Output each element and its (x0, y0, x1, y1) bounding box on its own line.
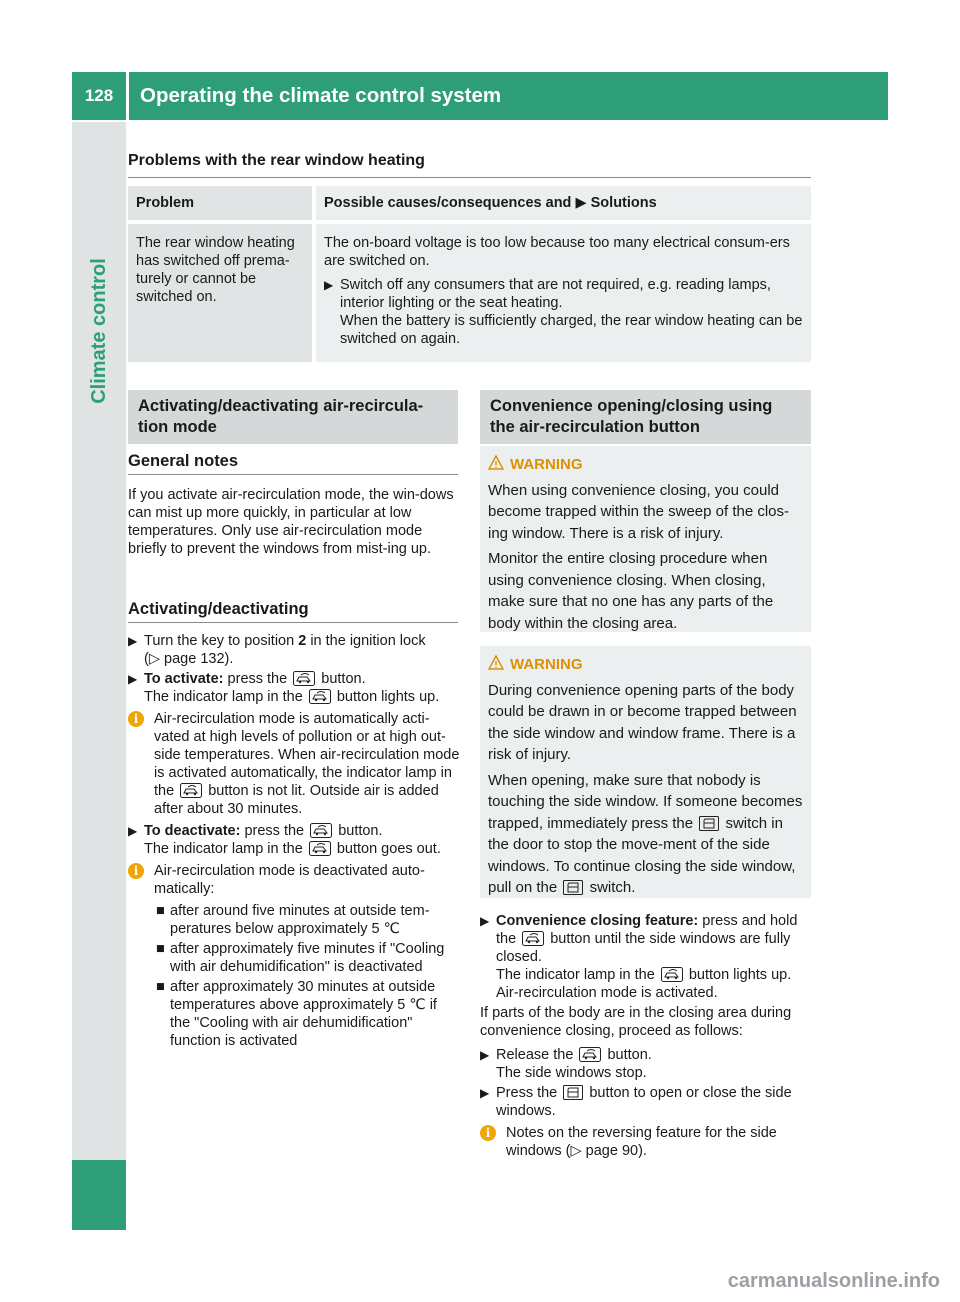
col-header-solutions-b: Solutions (590, 195, 657, 211)
activate-lamp-a: The indicator lamp in the (144, 689, 303, 705)
air-recirculation-icon (522, 931, 544, 946)
page-ref-icon: ▷ (570, 1143, 582, 1159)
general-notes-title: General notes (128, 452, 239, 470)
problems-table (128, 186, 811, 362)
press-text-b: button to open or close the side windows. (496, 1085, 792, 1119)
convenience-label: Convenience closing feature: (496, 913, 699, 929)
conv-text-d: button lights up. Air-recirculation mode is activated. (496, 967, 792, 1001)
arrow-icon: ▶ (128, 672, 138, 686)
release-text-b: button. (607, 1047, 652, 1063)
arrow-icon: ▶ (480, 1048, 490, 1062)
col-header-solutions (314, 186, 811, 222)
release-text-c: The side windows stop. (496, 1065, 647, 1081)
info-icon: i (480, 1125, 496, 1141)
warning-header (488, 654, 803, 676)
step-deactivate (128, 822, 460, 858)
info-auto-activate (128, 710, 460, 818)
conv-text-a: press and hold the (496, 913, 798, 947)
activate-text-a: press the (227, 671, 288, 687)
window-switch-icon (699, 816, 719, 831)
arrow-icon: ▶ (480, 1086, 490, 1100)
info2-text: Air-recirculation mode is deactivated auto-matically: (154, 863, 425, 897)
activating-rule (128, 622, 458, 623)
step-release (480, 1046, 813, 1082)
air-recirculation-icon (309, 841, 331, 856)
step-turn-key: ▶ Turn the key to position 2 in the ignition lock (▷ page 132). (128, 633, 426, 667)
convenience-block (480, 912, 813, 1164)
step-convenience-closing (480, 912, 813, 1002)
side-tab-label: Climate control (88, 258, 111, 404)
list-item (154, 978, 460, 1050)
warning-header (488, 454, 803, 476)
bullet-text: after approximately 30 minutes at outside temperatures above approximately 5 ℃ if the "Cooling with air dehumidification" function is activated (170, 979, 437, 1049)
deactivate-lamp-b: button goes out. (336, 841, 441, 857)
body-text: If parts of the body are in the closing area during convenience closing, proceed as follows: (480, 1005, 792, 1039)
general-notes-text: If you activate air-recirculation mode, the win-dows can mist up more quickly, in particular at low temperatures. Only use air-recirculation mode briefly to prevent the windows from mist-ing up. (128, 487, 454, 557)
to-deactivate-label: To deactivate: (144, 823, 241, 839)
bullet-icon: ■ (156, 979, 165, 995)
step-activate (128, 670, 460, 706)
press-text-a: Press the (496, 1085, 558, 1101)
warning-text: During convenience opening parts of the body could be drawn in or become trapped between the side window and window frame. There is a risk of injury. (488, 681, 797, 763)
bullet-icon: ■ (156, 941, 165, 957)
col-header-solutions-a: Possible causes/consequences and (324, 195, 572, 211)
warn2-text-a: When opening, make sure that nobody is touching the side window. If someone becomes trapped, immediately press the (488, 771, 803, 832)
step-key-text: Turn the key to position (144, 633, 295, 649)
air-recirculation-icon (579, 1047, 601, 1062)
key-position: 2 (298, 633, 307, 649)
page-ref-icon: ▷ (148, 651, 160, 667)
air-recirculation-icon (293, 671, 315, 686)
warning-text-2: Monitor the entire closing procedure when using convenience closing. When closing, make sure that no one has any parts of the body within the closing area. (488, 550, 774, 632)
step-press-window (480, 1084, 813, 1120)
warning-text: When using convenience closing, you could become trapped within the sweep of the clos-ing window. There is a risk of injury. (488, 481, 790, 542)
air-recirculation-icon (310, 823, 332, 838)
step-key-text-b: in the ignition lock (310, 633, 426, 649)
problems-rule (128, 177, 811, 178)
general-notes-rule (128, 474, 458, 475)
solution-step-text-b: When the battery is sufficiently charged, the rear window heating can be switched on again. (340, 313, 803, 347)
info-reversing (480, 1124, 813, 1160)
arrow-icon: ▶ (480, 914, 490, 928)
arrow-icon: ▶ (324, 278, 334, 292)
solution-step (324, 276, 803, 348)
to-activate-label: To activate: (144, 671, 224, 687)
arrow-icon: ▶ (128, 824, 138, 838)
air-recirculation-icon (180, 783, 202, 798)
warning-triangle-icon (488, 655, 504, 671)
cell-solution (314, 222, 811, 362)
arrow-icon: ▶ (575, 195, 587, 211)
cause-text: The on-board voltage is too low because too many electrical consum-ers are switched on. (324, 235, 790, 269)
warning-box-opening (480, 646, 811, 898)
warning-triangle-icon (488, 455, 504, 471)
warn2-text-c: switch. (589, 879, 636, 896)
bullet-text: after approximately five minutes if "Cooling with air dehumidification" is deactivated (170, 941, 445, 975)
deactivate-text-a: press the (244, 823, 305, 839)
arrow-icon: ▶ (128, 634, 138, 648)
page-title: Operating the climate control system (140, 84, 502, 107)
header-separator (126, 72, 129, 120)
side-tab-label-wrap (72, 122, 126, 1152)
info1-text: Air-recirculation mode is automatically acti-vated at high levels of pollution or at high out-side temperatures. When air-recirculation mode is activated automatically, the indicator lamp in the (154, 711, 460, 799)
list-item (154, 902, 460, 938)
air-recirculation-icon (661, 967, 683, 982)
info-reversing-text: Notes on the reversing feature for the side windows ( (506, 1125, 777, 1159)
conv-text-c: The indicator lamp in the (496, 967, 655, 983)
page-ref-link[interactable]: page 90). (585, 1143, 647, 1159)
warning-label: WARNING (510, 456, 583, 473)
info1-text-b: button is not lit. Outside air is added after about 30 minutes. (154, 783, 439, 817)
activating-block (128, 632, 460, 1054)
activate-text-b: button. (321, 671, 366, 687)
solution-step-text: Switch off any consumers that are not required, e.g. reading lamps, interior lighting or the seat heating. (340, 277, 771, 311)
info-icon: i (128, 863, 144, 879)
general-notes-block (128, 486, 460, 558)
activate-lamp-b: button lights up. (336, 689, 440, 705)
release-text-a: Release the (496, 1047, 574, 1063)
list-item (154, 940, 460, 976)
bullet-icon: ■ (156, 903, 165, 919)
right-band-title: Convenience opening/closing using the air-recirculation button (480, 390, 811, 444)
deactivate-text-b: button. (338, 823, 383, 839)
watermark: carmanualsonline.info (727, 1270, 940, 1292)
air-recirculation-icon (309, 689, 331, 704)
warning-text-2 (488, 770, 803, 899)
info-icon: i (128, 711, 144, 727)
window-switch-icon (563, 880, 583, 895)
activating-title: Activating/deactivating (128, 600, 309, 618)
side-tab-marker (72, 1160, 126, 1230)
table-header-row (128, 186, 811, 222)
problems-title: Problems with the rear window heating (128, 152, 425, 169)
cell-problem: The rear window heating has switched off prema-turely or cannot be switched on. (128, 222, 314, 362)
warning-label: WARNING (510, 656, 583, 673)
conv-text-b: button until the side windows are fully closed. (496, 931, 791, 965)
info-auto-deactivate (128, 862, 460, 1050)
page-number: 128 (84, 86, 114, 105)
bullet-text: after around five minutes at outside tem-peratures below approximately 5 ℃ (170, 903, 430, 937)
window-switch-icon (563, 1085, 583, 1100)
col-header-problem: Problem (128, 186, 314, 222)
warn2-text-b: switch in the door to stop the move-ment of the side windows. To continue closing the side window, pull on the (488, 814, 796, 896)
deactivate-lamp-a: The indicator lamp in the (144, 841, 303, 857)
page-ref-link[interactable]: page 132). (164, 651, 234, 667)
warning-box-closing (480, 446, 811, 632)
left-band-title: Activating/deactivating air-recircula-tion mode (128, 390, 458, 444)
table-row (128, 222, 811, 362)
